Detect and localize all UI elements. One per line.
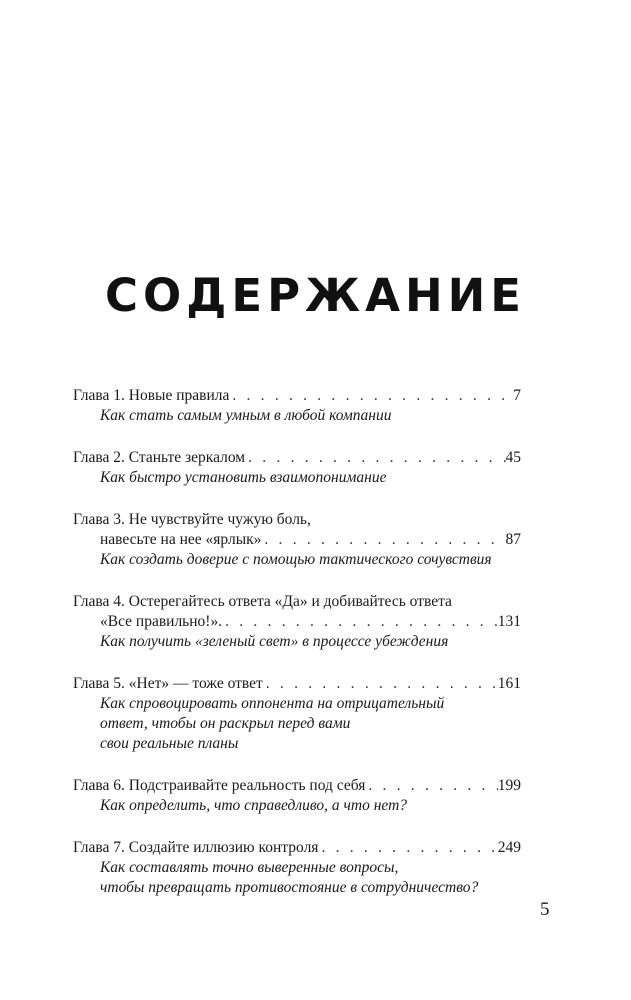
dot-leader <box>318 838 497 858</box>
chapter-subtitle: Как быстро установить взаимопонимание <box>100 469 387 486</box>
chapter-title: Глава 6. Подстраивайте реальность под себя <box>73 777 366 794</box>
chapter-title: Глава 2. Станьте зеркалом <box>73 449 246 466</box>
page-number: 5 <box>540 899 550 920</box>
dot-leader <box>222 612 498 632</box>
chapter-subtitle: ответ, чтобы он раскрыл перед вами <box>100 715 351 732</box>
toc-line <box>73 510 521 530</box>
toc-entry-chapter-7 <box>73 838 521 898</box>
toc-line <box>73 838 521 858</box>
toc-entry-chapter-4 <box>73 592 521 652</box>
chapter-page-number: 45 <box>505 449 521 466</box>
chapter-subtitle: Как составлять точно выверенные вопросы, <box>100 859 399 876</box>
chapter-subtitle: чтобы превращать противостояние в сотрудничество? <box>100 879 479 896</box>
chapter-page-number: 131 <box>497 613 521 630</box>
chapter-title-line-2: «Все правильно!». <box>100 613 223 630</box>
chapter-page-number: 87 <box>505 531 521 548</box>
chapter-page-number: 199 <box>497 777 521 794</box>
toc-entry-chapter-2 <box>73 448 521 488</box>
page-title: СОДЕРЖАНИЕ <box>104 269 527 322</box>
dot-leader <box>245 448 505 468</box>
toc-line <box>73 592 521 612</box>
chapter-subtitle: Как получить «зеленый свет» в процессе убеждения <box>100 633 449 650</box>
dot-leader <box>229 386 513 406</box>
chapter-title: Глава 7. Создайте иллюзию контроля <box>73 839 319 856</box>
toc-line <box>73 612 521 632</box>
toc-line <box>73 530 521 550</box>
chapter-title-line-2: навесьте на нее «ярлык» <box>100 531 262 548</box>
chapter-subtitle: Как создать доверие с помощью тактического сочувствия <box>100 551 492 568</box>
chapter-page-number: 161 <box>497 675 521 692</box>
toc-entry-chapter-6 <box>73 776 521 816</box>
chapter-title: Глава 1. Новые правила <box>73 387 230 404</box>
chapter-subtitle: Как спровоцировать оппонента на отрицательный <box>100 695 445 712</box>
dot-leader <box>263 674 498 694</box>
chapter-page-number: 249 <box>497 839 521 856</box>
chapter-page-number: 7 <box>513 387 521 404</box>
toc-line <box>73 386 521 406</box>
dot-leader <box>365 776 497 796</box>
toc-line <box>73 674 521 694</box>
chapter-title-line-1: Глава 4. Остерегайтесь ответа «Да» и добивайтесь ответа <box>73 593 452 610</box>
dot-leader <box>261 530 505 550</box>
chapter-subtitle: Как стать самым умным в любой компании <box>100 407 392 424</box>
table-of-contents <box>73 386 521 920</box>
chapter-subtitle: Как определить, что справедливо, а что нет? <box>100 797 408 814</box>
toc-line <box>73 448 521 468</box>
toc-line <box>73 776 521 796</box>
chapter-title-line-1: Глава 3. Не чувствуйте чужую боль, <box>73 511 311 528</box>
chapter-title: Глава 5. «Нет» — тоже ответ <box>73 675 263 692</box>
chapter-subtitle: свои реальные планы <box>100 735 239 752</box>
toc-entry-chapter-5 <box>73 674 521 754</box>
toc-entry-chapter-3 <box>73 510 521 570</box>
toc-entry-chapter-1 <box>73 386 521 426</box>
